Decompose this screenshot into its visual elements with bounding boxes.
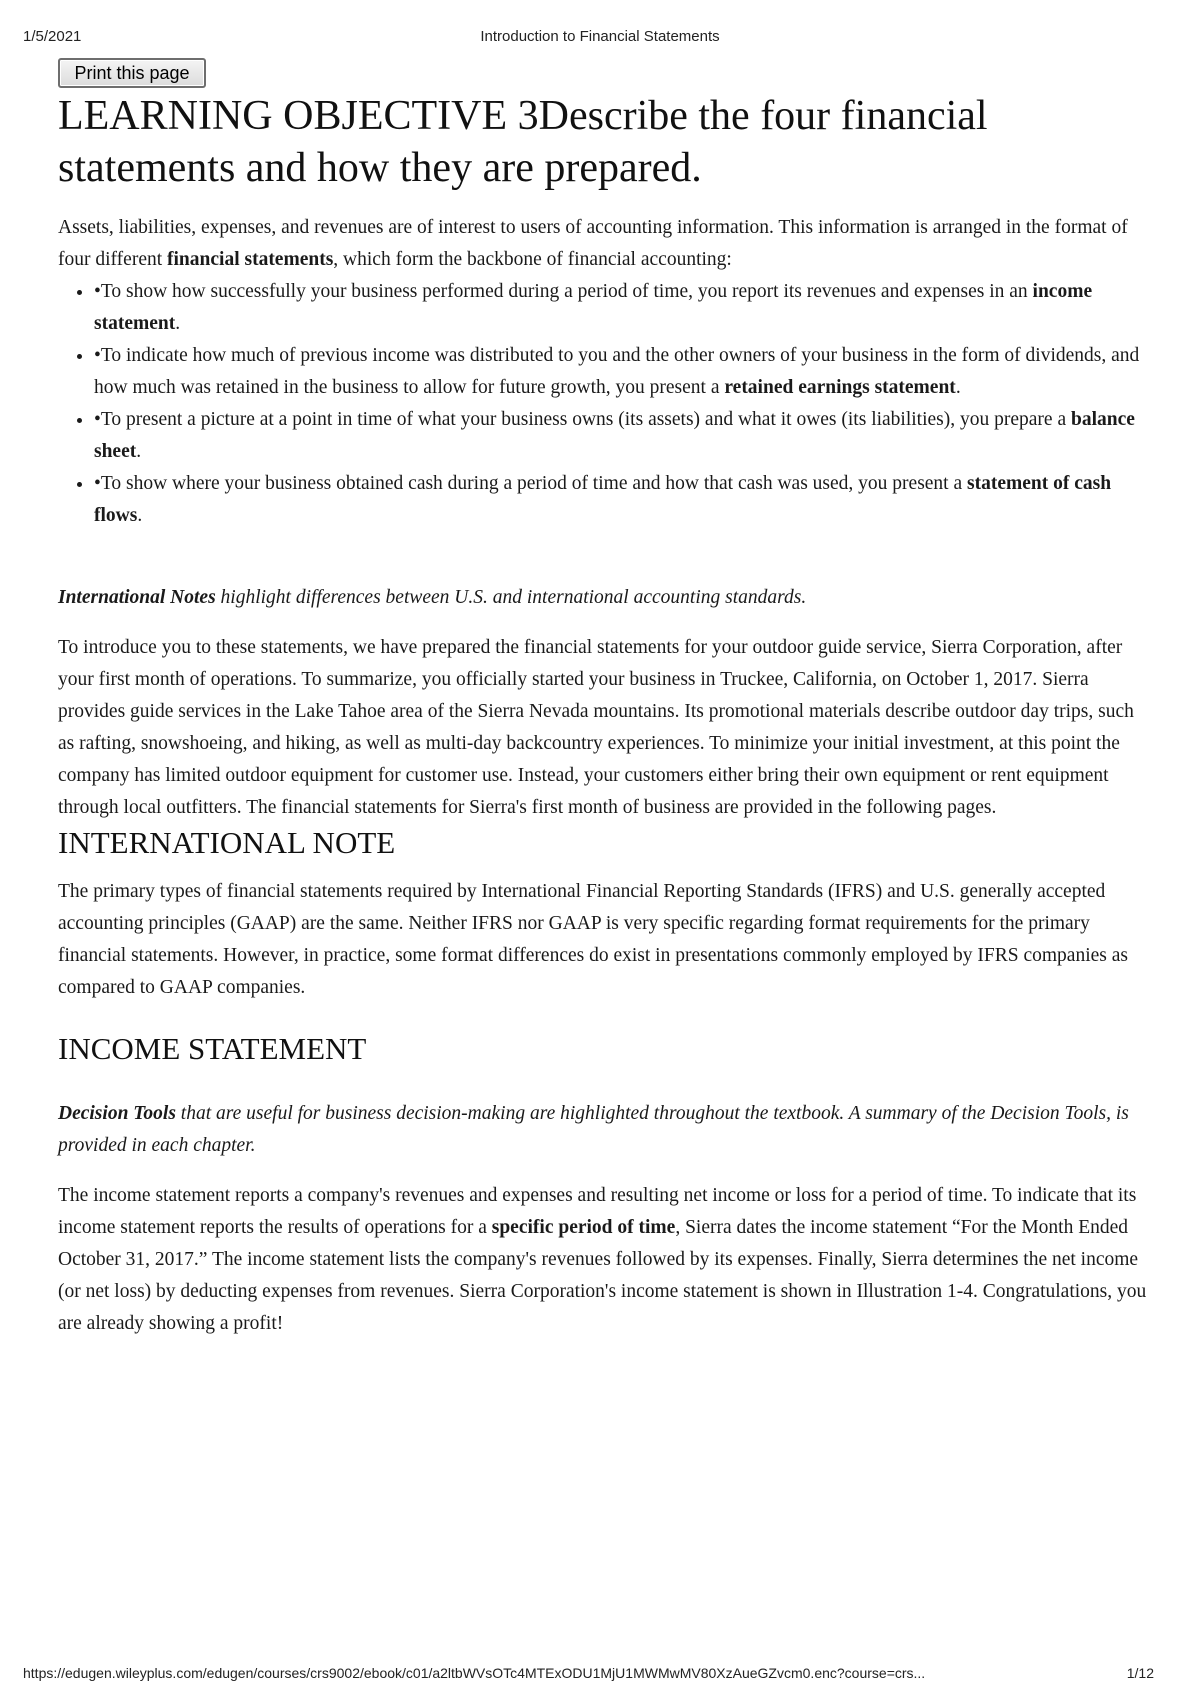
print-footer	[0, 1665, 1200, 1685]
print-date: 1/5/2021	[23, 28, 82, 45]
international-note-heading: INTERNATIONAL NOTE	[58, 825, 396, 860]
list-item: • •To show where your business obtained cash during a period of time and how that cash was used, you present a statement of cash flows.	[94, 468, 1148, 532]
print-page-title: Introduction to Financial Statements	[480, 28, 720, 45]
term-retained-earnings-statement: retained earnings statement	[724, 377, 956, 398]
list-item: • •To show how successfully your business performed during a period of time, you report its revenues and expenses in an income statement.	[94, 276, 1148, 340]
print-button[interactable]: Print this page	[58, 58, 206, 88]
sierra-paragraph: To introduce you to these statements, we have prepared the financial statements for your outdoor guide service, Sierra Corporation, after your first month of operations. To summarize, you officially started your business in Truckee, California, on October 1, 2017. Sierra provides guide services in the Lake Tahoe area of the Sierra Nevada mountains. Its promotional materials describe outdoor day trips, such as rafting, snowshoeing, and hiking, as well as multi-day backcountry experiences. To minimize your initial investment, at this point the company has limited outdoor equipment for customer use. Instead, your customers either bring their own equipment or rent equipment through local outfitters. The financial statements for Sierra's first month of business are provided in the following pages.	[58, 637, 1134, 818]
income-statement-heading: INCOME STATEMENT	[58, 1031, 367, 1066]
decision-tools-callout: Decision Tools that are useful for business decision-making are highlighted throughout the textbook. A summary of the Decision Tools, is provided in each chapter.	[58, 1103, 1129, 1156]
statement-list	[58, 276, 1148, 532]
intro-paragraph: Assets, liabilities, expenses, and revenues are of interest to users of accounting information. This information is arranged in the format of four different financial statements, which form the backbone of financial accounting:	[58, 217, 1128, 270]
list-item: • •To indicate how much of previous income was distributed to you and the other owners of your business in the form of dividends, and how much was retained in the business to allow for future growth, you present a retained earnings statement.	[94, 340, 1148, 404]
term-income-statement: income statement	[94, 281, 1093, 334]
international-notes-callout: International Notes highlight differences between U.S. and international accounting standards.	[58, 587, 807, 608]
list-item: • •To present a picture at a point in time of what your business owns (its assets) and what it owes (its liabilities), you prepare a balance sheet.	[94, 404, 1148, 468]
page-number: 1/12	[1126, 1665, 1154, 1681]
international-note-paragraph: The primary types of financial statements required by International Financial Reporting Standards (IFRS) and U.S. generally accepted accounting principles (GAAP) are the same. Neither IFRS nor GAAP is very specific regarding format requirements for the primary financial statements. However, in practice, some format differences do exist in presentations commonly employed by IFRS companies as compared to GAAP companies.	[58, 881, 1128, 998]
main-content	[58, 90, 1148, 1340]
term-statement-of-cash-flows: statement of cash flows	[94, 473, 1112, 526]
term-financial-statements: financial statements	[167, 249, 334, 270]
learning-objective-title: LEARNING OBJECTIVE 3Describe the four financial statements and how they are prepared.	[58, 93, 988, 191]
print-header	[0, 28, 1200, 48]
page-url: https://edugen.wileyplus.com/edugen/courses/crs9002/ebook/c01/a2ltbWVsOTc4MTExODU1MjU1MWMwMV80XzAueGZvcm0.enc?course=crs...	[23, 1665, 926, 1681]
term-balance-sheet: balance sheet	[94, 409, 1135, 462]
income-statement-paragraph: The income statement reports a company's revenues and expenses and resulting net income or loss for a period of time. To indicate that its income statement reports the results of operations for a specific period of time, Sierra dates the income statement “For the Month Ended October 31, 2017.” The income statement lists the company's revenues followed by its expenses. Finally, Sierra determines the net income (or net loss) by deducting expenses from revenues. Sierra Corporation's income statement is shown in Illustration 1-4. Congratulations, you are already showing a profit!	[58, 1185, 1147, 1334]
term-specific-period-of-time: specific period of time	[491, 1217, 676, 1238]
